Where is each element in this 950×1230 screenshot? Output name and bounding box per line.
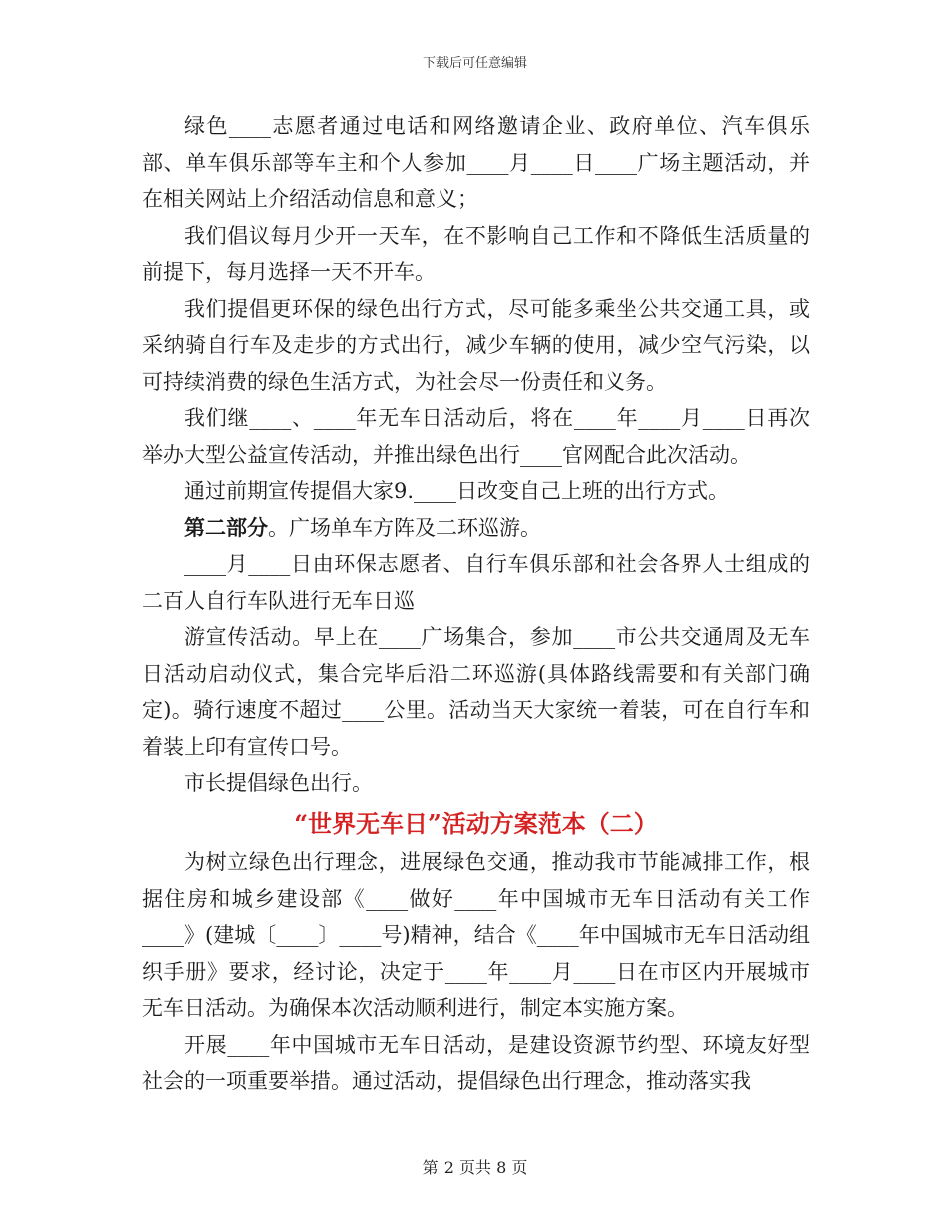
document-body — [142, 108, 810, 1100]
paragraph: 开展____年中国城市无车日活动，是建设资源节约型、环境友好型社会的一项重要举措。通过活动，提倡绿色出行理念，推动落实我 — [142, 1032, 810, 1093]
paragraph: 绿色____志愿者通过电话和网络邀请企业、政府单位、汽车俱乐部、单车俱乐部等车主和个人参加____月____日____广场主题活动，并在相关网站上介绍活动信息和意义； — [142, 114, 810, 211]
paragraph: 我们继____、____年无车日活动后，将在____年____月____日再次举办大型公益宣传活动，并推出绿色出行____官网配合此次活动。 — [142, 406, 810, 467]
section-label: 第二部分 — [184, 514, 268, 540]
paragraph: ____月____日由环保志愿者、自行车俱乐部和社会各界人士组成的二百人自行车队进行无车日巡 — [142, 552, 810, 613]
paragraph: 通过前期宣传提倡大家9.____日改变自己上班的出行方式。 — [184, 479, 730, 503]
document-title: “世界无车日”活动方案范本（二） — [294, 808, 658, 838]
paragraph: 为树立绿色出行理念，进展绿色交通，推动我市节能减排工作，根据住房和城乡建设部《____做好____年中国城市无车日活动有关工作____》(建城〔____〕____号)精神，结合《____年中国城市无车日活动组织手册》要求，经讨论，决定于____年____月____日在市区内开展城市无车日活动。为确保本次活动顺利进行，制定本实施方案。 — [142, 850, 810, 1020]
section-text: 。广场单车方阵及二环巡游。 — [268, 515, 541, 540]
paragraph: 我们倡议每月少开一天车，在不影响自己工作和不降低生活质量的前提下，每月选择一天不开车。 — [142, 223, 810, 284]
section-heading-paragraph — [142, 510, 810, 547]
page-footer: 第 2 页共 8 页 — [422, 1158, 528, 1177]
paragraph: 我们提倡更环保的绿色出行方式，尽可能多乘坐公共交通工具，或采纳骑自行车及走步的方式出行，减少车辆的使用，减少空气污染，以可持续消费的绿色生活方式，为社会尽一份责任和义务。 — [142, 296, 810, 394]
paragraph: 游宣传活动。早上在____广场集合，参加____市公共交通周及无车日活动启动仪式，集合完毕后沿二环巡游(具体路线需要和有关部门确定)。骑行速度不超过____公里。活动当天大家统一着装，可在自行车和着装上印有宣传口号。 — [142, 625, 810, 759]
paragraph: 市长提倡绿色出行。 — [184, 771, 373, 795]
page-header: 下载后可任意编辑 — [422, 56, 527, 71]
